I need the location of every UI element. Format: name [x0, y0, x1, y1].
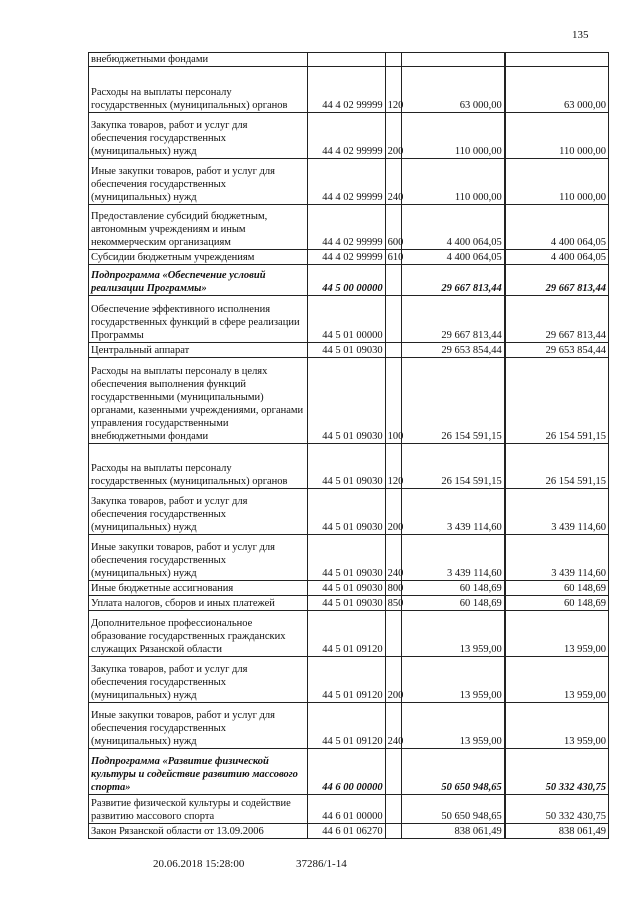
- table-row: [89, 795, 609, 824]
- row-amount-2018-cell: 50 650 948,65: [401, 795, 504, 824]
- row-amount-2018-cell: 63 000,00: [401, 67, 504, 113]
- row-expense-type-cell: 850: [385, 596, 401, 611]
- row-amount-2019-cell: 26 154 591,15: [505, 358, 608, 444]
- table-row: [89, 53, 609, 67]
- row-amount-2019-cell: 110 000,00: [505, 159, 608, 205]
- row-name-cell: Закупка товаров, работ и услуг для обеспечения государственных (муниципальных) нужд: [89, 489, 308, 535]
- row-code-cell: 44 4 02 99999: [308, 205, 385, 250]
- row-expense-type-cell: 200: [385, 113, 401, 159]
- row-amount-2019-cell: 29 653 854,44: [505, 343, 608, 358]
- table-row: [89, 113, 609, 159]
- row-expense-type-cell: [385, 265, 401, 296]
- row-expense-type-cell: 120: [385, 444, 401, 489]
- row-amount-2018-cell: 13 959,00: [401, 657, 504, 703]
- row-name-cell: Иные закупки товаров, работ и услуг для обеспечения государственных (муниципальных) нужд: [89, 535, 308, 581]
- row-name-cell: Закупка товаров, работ и услуг для обеспечения государственных (муниципальных) нужд: [89, 657, 308, 703]
- row-expense-type-cell: 240: [385, 535, 401, 581]
- row-amount-2018-cell: 838 061,49: [401, 824, 504, 839]
- row-amount-2019-cell: 60 148,69: [505, 581, 608, 596]
- row-amount-2019-cell: 110 000,00: [505, 113, 608, 159]
- row-code-cell: 44 4 02 99999: [308, 67, 385, 113]
- row-name-cell: Развитие физической культуры и содействие развитию массового спорта: [89, 795, 308, 824]
- row-amount-2018-cell: 26 154 591,15: [401, 358, 504, 444]
- row-name-cell: внебюджетными фондами: [89, 53, 308, 67]
- row-amount-2019-cell: 63 000,00: [505, 67, 608, 113]
- row-name-cell: Иные бюджетные ассигнования: [89, 581, 308, 596]
- row-expense-type-cell: 200: [385, 657, 401, 703]
- row-expense-type-cell: 100: [385, 358, 401, 444]
- row-expense-type-cell: 800: [385, 581, 401, 596]
- row-name-cell: Предоставление субсидий бюджетным, автономным учреждениям и иным некоммерческим организациям: [89, 205, 308, 250]
- row-expense-type-cell: 120: [385, 67, 401, 113]
- row-code-cell: 44 4 02 99999: [308, 159, 385, 205]
- row-amount-2019-cell: 4 400 064,05: [505, 205, 608, 250]
- row-amount-2019-cell: 13 959,00: [505, 657, 608, 703]
- row-expense-type-cell: 200: [385, 489, 401, 535]
- row-code-cell: 44 5 01 09030: [308, 535, 385, 581]
- table-row: [89, 749, 609, 795]
- table-row: [89, 657, 609, 703]
- row-code-cell: 44 5 01 09030: [308, 596, 385, 611]
- table-row: [89, 265, 609, 296]
- row-code-cell: 44 5 01 09030: [308, 358, 385, 444]
- row-amount-2019-cell: 3 439 114,60: [505, 489, 608, 535]
- row-expense-type-cell: [385, 53, 401, 67]
- row-code-cell: 44 5 01 09030: [308, 489, 385, 535]
- table-row: [89, 824, 609, 839]
- row-name-cell: Иные закупки товаров, работ и услуг для обеспечения государственных (муниципальных) нужд: [89, 703, 308, 749]
- row-name-cell: Дополнительное профессиональное образование государственных гражданских служащих Рязанской области: [89, 611, 308, 657]
- row-code-cell: 44 5 01 00000: [308, 296, 385, 343]
- row-amount-2019-cell: 4 400 064,05: [505, 250, 608, 265]
- row-name-cell: Подпрограмма «Обеспечение условий реализации Программы»: [89, 265, 308, 296]
- row-code-cell: 44 5 01 09030: [308, 444, 385, 489]
- table-row: [89, 250, 609, 265]
- table-row: [89, 611, 609, 657]
- row-amount-2018-cell: 110 000,00: [401, 159, 504, 205]
- table-row: [89, 358, 609, 444]
- row-name-cell: Субсидии бюджетным учреждениям: [89, 250, 308, 265]
- row-name-cell: Центральный аппарат: [89, 343, 308, 358]
- row-name-cell: Уплата налогов, сборов и иных платежей: [89, 596, 308, 611]
- footer-document-id: 37286/1-14: [296, 858, 347, 870]
- table-row: [89, 596, 609, 611]
- row-expense-type-cell: [385, 824, 401, 839]
- row-amount-2019-cell: 29 667 813,44: [505, 296, 608, 343]
- row-code-cell: 44 5 01 09120: [308, 703, 385, 749]
- page-number: 135: [572, 29, 589, 41]
- row-amount-2018-cell: 50 650 948,65: [401, 749, 504, 795]
- row-code-cell: 44 5 01 09120: [308, 611, 385, 657]
- row-code-cell: 44 6 00 00000: [308, 749, 385, 795]
- row-name-cell: Подпрограмма «Развитие физической культуры и содействие развитию массового спорта»: [89, 749, 308, 795]
- row-amount-2018-cell: [401, 53, 504, 67]
- row-code-cell: 44 4 02 99999: [308, 113, 385, 159]
- row-amount-2018-cell: 4 400 064,05: [401, 205, 504, 250]
- row-amount-2019-cell: 50 332 430,75: [505, 749, 608, 795]
- row-expense-type-cell: 600: [385, 205, 401, 250]
- row-code-cell: 44 4 02 99999: [308, 250, 385, 265]
- table-row: [89, 581, 609, 596]
- row-name-cell: Обеспечение эффективного исполнения государственных функций в сфере реализации Программы: [89, 296, 308, 343]
- row-amount-2018-cell: 29 653 854,44: [401, 343, 504, 358]
- table-row: [89, 67, 609, 113]
- row-amount-2019-cell: 50 332 430,75: [505, 795, 608, 824]
- row-amount-2018-cell: 4 400 064,05: [401, 250, 504, 265]
- row-code-cell: 44 6 01 00000: [308, 795, 385, 824]
- row-amount-2019-cell: 13 959,00: [505, 703, 608, 749]
- row-amount-2019-cell: 3 439 114,60: [505, 535, 608, 581]
- budget-table-body: [89, 53, 609, 839]
- row-expense-type-cell: [385, 296, 401, 343]
- row-expense-type-cell: [385, 611, 401, 657]
- row-amount-2019-cell: 60 148,69: [505, 596, 608, 611]
- row-amount-2018-cell: 3 439 114,60: [401, 535, 504, 581]
- row-expense-type-cell: 240: [385, 159, 401, 205]
- row-code-cell: [308, 53, 385, 67]
- table-row: [89, 159, 609, 205]
- row-amount-2018-cell: 26 154 591,15: [401, 444, 504, 489]
- row-expense-type-cell: [385, 795, 401, 824]
- row-code-cell: 44 5 01 09030: [308, 581, 385, 596]
- row-amount-2019-cell: [505, 53, 608, 67]
- row-name-cell: Закупка товаров, работ и услуг для обеспечения государственных (муниципальных) нужд: [89, 113, 308, 159]
- row-expense-type-cell: 610: [385, 250, 401, 265]
- table-row: [89, 205, 609, 250]
- row-code-cell: 44 5 01 09120: [308, 657, 385, 703]
- table-row: [89, 489, 609, 535]
- row-name-cell: Расходы на выплаты персоналу государственных (муниципальных) органов: [89, 67, 308, 113]
- table-row: [89, 444, 609, 489]
- row-amount-2018-cell: 29 667 813,44: [401, 265, 504, 296]
- row-amount-2018-cell: 13 959,00: [401, 611, 504, 657]
- row-amount-2019-cell: 26 154 591,15: [505, 444, 608, 489]
- row-code-cell: 44 6 01 06270: [308, 824, 385, 839]
- row-amount-2019-cell: 13 959,00: [505, 611, 608, 657]
- budget-table: [88, 52, 609, 839]
- row-amount-2018-cell: 29 667 813,44: [401, 296, 504, 343]
- row-name-cell: Расходы на выплаты персоналу в целях обеспечения выполнения функций государственными (муниципальными) органами, казенными учреждениями, органами управления государственными внебюджетными фондами: [89, 358, 308, 444]
- row-name-cell: Расходы на выплаты персоналу государственных (муниципальных) органов: [89, 444, 308, 489]
- row-code-cell: 44 5 00 00000: [308, 265, 385, 296]
- row-amount-2018-cell: 60 148,69: [401, 596, 504, 611]
- table-row: [89, 343, 609, 358]
- table-row: [89, 703, 609, 749]
- row-amount-2018-cell: 3 439 114,60: [401, 489, 504, 535]
- table-row: [89, 296, 609, 343]
- row-expense-type-cell: [385, 343, 401, 358]
- row-code-cell: 44 5 01 09030: [308, 343, 385, 358]
- row-expense-type-cell: 240: [385, 703, 401, 749]
- table-row: [89, 535, 609, 581]
- row-name-cell: Иные закупки товаров, работ и услуг для обеспечения государственных (муниципальных) нужд: [89, 159, 308, 205]
- row-expense-type-cell: [385, 749, 401, 795]
- footer-date: 20.06.2018 15:28:00: [153, 858, 245, 870]
- row-amount-2018-cell: 110 000,00: [401, 113, 504, 159]
- row-amount-2019-cell: 29 667 813,44: [505, 265, 608, 296]
- row-amount-2018-cell: 13 959,00: [401, 703, 504, 749]
- row-name-cell: Закон Рязанской области от 13.09.2006: [89, 824, 308, 839]
- row-amount-2018-cell: 60 148,69: [401, 581, 504, 596]
- row-amount-2019-cell: 838 061,49: [505, 824, 608, 839]
